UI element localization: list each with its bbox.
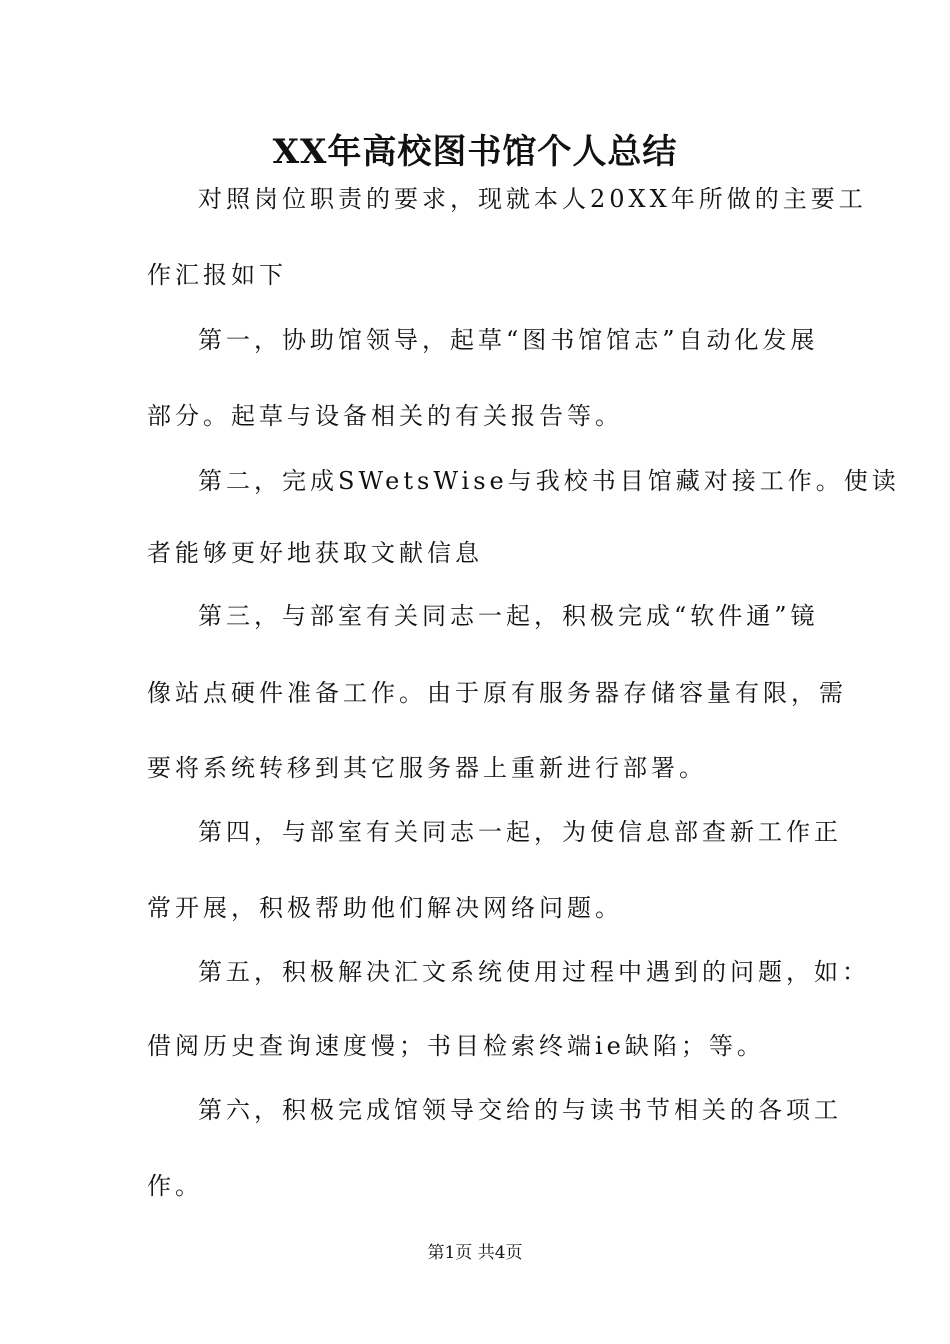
- paragraph-line-11: 常开展，积极帮助他们解决网络问题。: [147, 894, 623, 922]
- paragraph-line-10: 第四，与部室有关同志一起，为使信息部查新工作正: [198, 818, 842, 846]
- paragraph-line-7: 第三，与部室有关同志一起，积极完成“软件通”镜: [198, 602, 819, 630]
- paragraph-line-1: 对照岗位职责的要求，现就本人20XX年所做的主要工: [198, 185, 867, 213]
- paragraph-line-15: 作。: [147, 1172, 203, 1200]
- paragraph-line-13: 借阅历史查询速度慢；书目检索终端ie缺陷；等。: [147, 1032, 765, 1060]
- paragraph-line-6: 者能够更好地获取文献信息: [147, 539, 483, 567]
- document-title: XX年高校图书馆个人总结: [272, 132, 678, 172]
- paragraph-line-3: 第一，协助馆领导，起草“图书馆馆志”自动化发展: [198, 326, 819, 354]
- page-footer: 第1页 共4页: [427, 1243, 523, 1263]
- paragraph-line-4: 部分。起草与设备相关的有关报告等。: [147, 402, 623, 430]
- paragraph-line-2: 作汇报如下: [147, 261, 287, 289]
- paragraph-line-12: 第五，积极解决汇文系统使用过程中遇到的问题，如：: [198, 958, 870, 986]
- paragraph-line-9: 要将系统转移到其它服务器上重新进行部署。: [147, 754, 707, 782]
- paragraph-line-8: 像站点硬件准备工作。由于原有服务器存储容量有限，需: [147, 679, 847, 707]
- paragraph-line-5: 第二，完成SWetsWise与我校书目馆藏对接工作。使读: [198, 467, 900, 495]
- paragraph-line-14: 第六，积极完成馆领导交给的与读书节相关的各项工: [198, 1096, 842, 1124]
